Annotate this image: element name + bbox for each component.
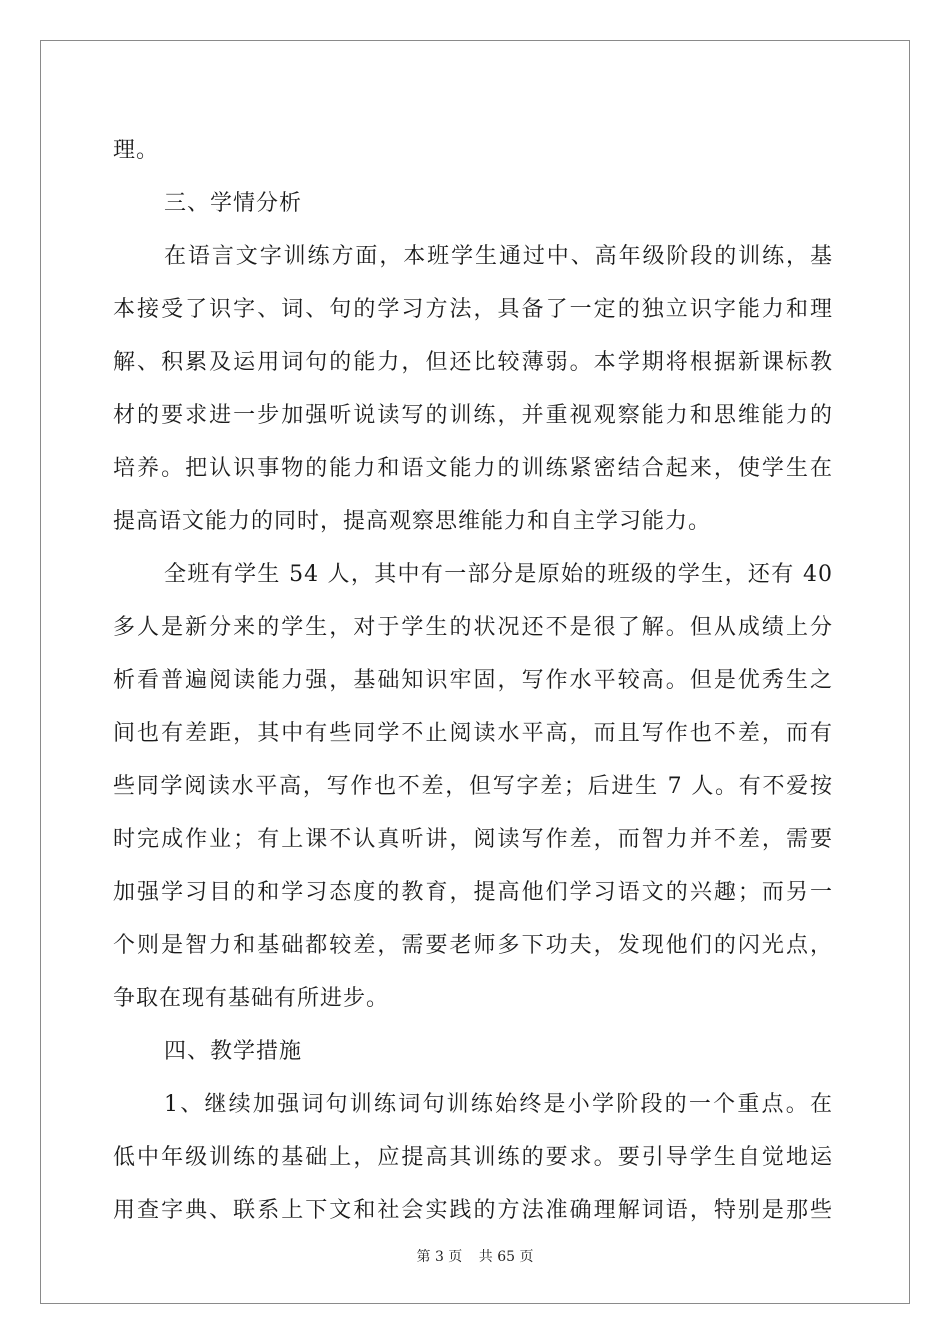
page-total: 共 65 页 <box>478 1249 534 1265</box>
text-line: 多人是新分来的学生，对于学生的状况还不是很了解。但从成绩上分 <box>113 615 833 640</box>
text-line: 解、积累及运用词句的能力，但还比较薄弱。本学期将根据新课标教 <box>113 350 833 375</box>
text-line: 在语言文字训练方面，本班学生通过中、高年级阶段的训练，基 <box>164 244 833 269</box>
text-line: 加强学习目的和学习态度的教育，提高他们学习语文的兴趣；而另一 <box>113 880 833 905</box>
document-body <box>113 124 833 1237</box>
text-line: 个则是智力和基础都较差，需要老师多下功夫，发现他们的闪光点， <box>113 933 833 958</box>
text-line: 争取在现有基础有所进步。 <box>113 986 390 1011</box>
text-line: 材的要求进一步加强听说读写的训练，并重视观察能力和思维能力的 <box>113 403 833 428</box>
text-line: 1、继续加强词句训练词句训练始终是小学阶段的一个重点。在 <box>164 1092 833 1117</box>
text-line: 用查字典、联系上下文和社会实践的方法准确理解词语，特别是那些 <box>113 1198 833 1223</box>
text-line: 理。 <box>113 138 160 163</box>
text-line: 间也有差距，其中有些同学不止阅读水平高，而且写作也不差，而有 <box>113 721 833 746</box>
text-line: 全班有学生 54 人，其中有一部分是原始的班级的学生，还有 40 <box>164 562 833 587</box>
text-line: 些同学阅读水平高，写作也不差，但写字差；后进生 7 人。有不爱按 <box>113 774 833 799</box>
text-line: 时完成作业；有上课不认真听讲，阅读写作差，而智力并不差，需要 <box>113 827 833 852</box>
section-heading: 四、教学措施 <box>164 1039 303 1064</box>
page-number: 第 3 页 <box>416 1249 463 1265</box>
page-footer <box>0 1246 950 1266</box>
text-line: 提高语文能力的同时，提高观察思维能力和自主学习能力。 <box>113 509 712 534</box>
text-line: 析看普遍阅读能力强，基础知识牢固，写作水平较高。但是优秀生之 <box>113 668 833 693</box>
text-line: 低中年级训练的基础上，应提高其训练的要求。要引导学生自觉地运 <box>113 1145 833 1170</box>
text-line: 培养。把认识事物的能力和语文能力的训练紧密结合起来，使学生在 <box>113 456 833 481</box>
text-line: 本接受了识字、词、句的学习方法，具备了一定的独立识字能力和理 <box>113 297 833 322</box>
section-heading: 三、学情分析 <box>164 191 303 216</box>
